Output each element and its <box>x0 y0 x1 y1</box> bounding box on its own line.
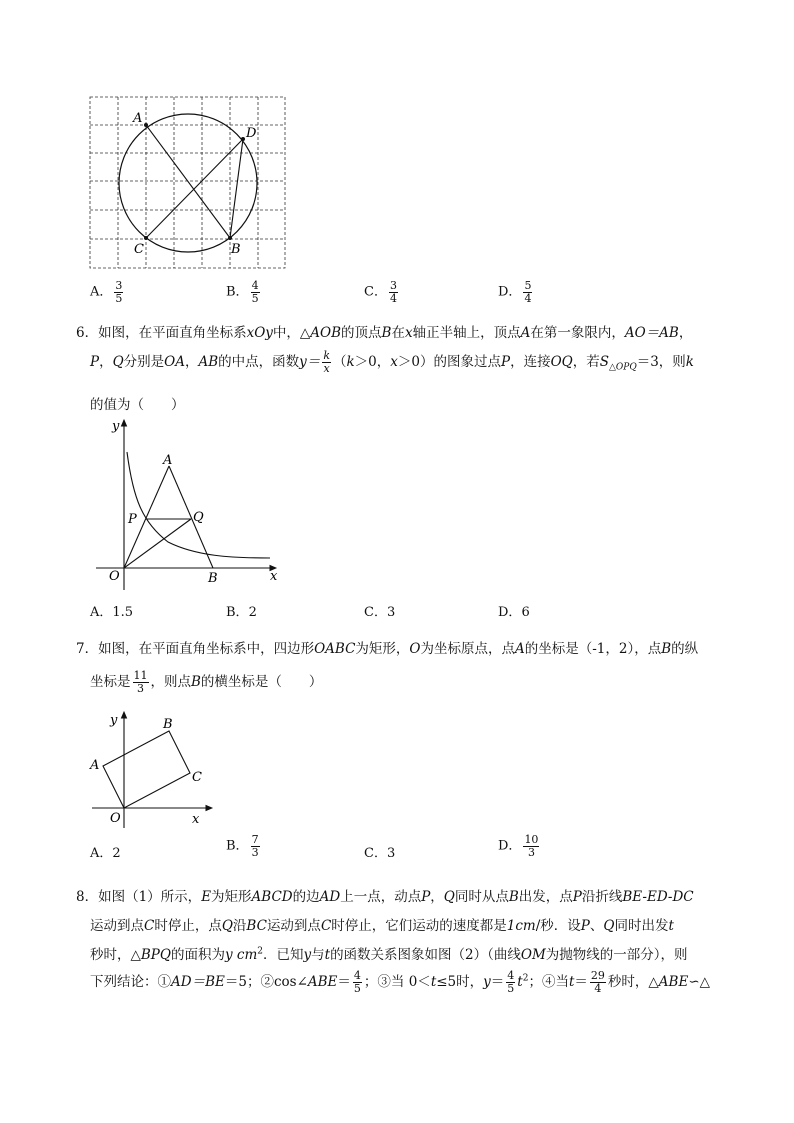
q6-option-B[interactable]: B．2 <box>226 605 257 620</box>
q7-option-B[interactable]: B． $\frac{7}{3}$ <box>226 833 259 859</box>
function-fraction: $\frac{k}{x}$ <box>323 349 330 375</box>
option-fraction: $\frac{3}{5}$ <box>115 279 123 305</box>
q8-stem-line2: 运动到点C时停止，点Q沿BC运动到点C时停止，它们运动的速度都是1cm/秒．设P、Q同时出发t <box>90 918 674 934</box>
q6-label-O: O <box>109 569 120 584</box>
q7-label-x: x <box>192 812 200 827</box>
b-ordinate-fraction: $\frac{11}{3}$ <box>133 669 148 695</box>
q8-stem-line4: 下列结论：①AD＝BE＝5；②cos∠ABE＝ $\frac{4}{5}$ ；③当 0＜t≤5时，y＝ $\frac{4}{5}$ $t^2$；④当t＝ $\frac{29}{4}$ 秒时，△ABE∽△ <box>90 969 711 995</box>
q5-label-D: D <box>246 126 257 141</box>
q8-stem-line3: 秒时，△BPQ的面积为y $cm^2$．已知y与t的函数关系图象如图（2）（曲线OM为抛物线的一部分），则 <box>90 946 688 963</box>
q7-label-y: y <box>110 713 118 728</box>
q7-option-C[interactable]: C．3 <box>364 846 396 861</box>
q6-label-A: A <box>163 453 173 468</box>
q7-option-D[interactable]: D． $\frac{10}{3}$ <box>498 833 539 859</box>
q5-label-C: C <box>134 242 144 257</box>
q7-option-A[interactable]: A．2 <box>90 846 121 861</box>
q7-rectangle-OABC <box>103 731 190 808</box>
q6-stem-line3: 的值为（ ） <box>90 397 185 413</box>
option-letter: D． <box>498 284 522 300</box>
option-letter: B． <box>226 284 249 300</box>
q5-label-B: B <box>231 242 241 257</box>
q7-label-A: A <box>90 758 100 773</box>
q6-option-D[interactable]: D．6 <box>498 605 530 620</box>
q8-stem-line1: 8．如图（1）所示，E为矩形ABCD的边AD上一点，动点P，Q同时从点B出发，点P沿折线BE-ED-DC <box>76 889 694 905</box>
q6-option-C[interactable]: C．3 <box>364 605 396 620</box>
q7-stem-line1: 7．如图，在平面直角坐标系中，四边形OABC为矩形，O为坐标原点，点A的坐标是（-1，2），点B的纵 <box>76 641 699 657</box>
q5-label-A: A <box>133 111 143 126</box>
option-letter: C． <box>364 284 387 300</box>
q7-stem-line2: 坐标是 $\frac{11}{3}$ ，则点B的横坐标是（ ） <box>90 669 323 695</box>
option-fraction: $\frac{5}{4}$ <box>524 279 532 305</box>
option-letter: A． <box>90 284 113 300</box>
q7-label-B: B <box>163 717 173 732</box>
q6-label-y: y <box>112 419 120 434</box>
q7-label-O: O <box>110 811 121 826</box>
q6-stem-line1: 6．如图，在平面直角坐标系xOy中，△AOB的顶点B在x轴正半轴上，顶点A在第一象限内，AO＝AB， <box>76 325 693 341</box>
q6-label-P: P <box>128 512 137 527</box>
q6-stem-line2: P，Q分别是OA，AB的中点，函数y＝ $\frac{k}{x}$ （k＞0，x＞0）的图象过点P，连接OQ，若$S_{\triangle OPQ}=3$，则k <box>90 349 694 375</box>
q6-label-x: x <box>270 569 278 584</box>
q6-label-B: B <box>208 571 218 586</box>
q7-label-C: C <box>192 770 202 785</box>
option-fraction: $\frac{3}{4}$ <box>389 279 397 305</box>
option-fraction: $\frac{4}{5}$ <box>251 279 259 305</box>
q6-label-Q: Q <box>193 510 204 525</box>
q6-option-A[interactable]: A．1.5 <box>90 605 134 620</box>
